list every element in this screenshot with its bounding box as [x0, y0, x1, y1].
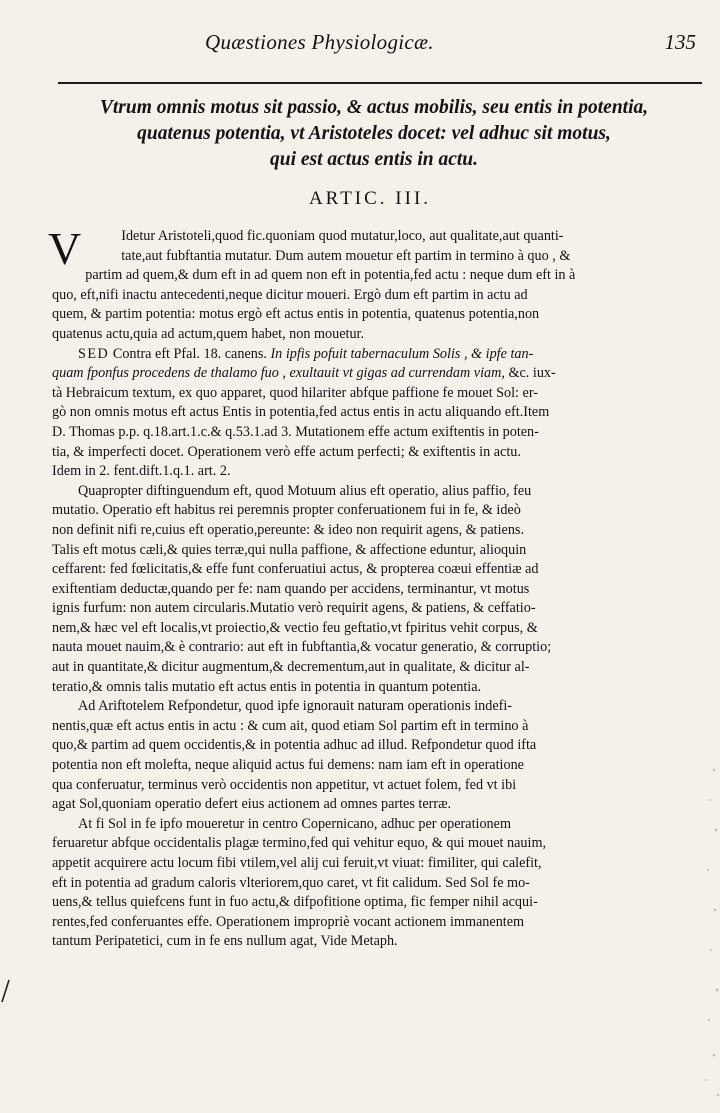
sed-word: SED — [78, 345, 110, 362]
text-line: non definit nifi re,cuius eft operatio,pereunte: & ideo non requirit agens, & patiens. — [52, 521, 524, 538]
text-segment: Contra eft Pfal. 18. canens. — [109, 345, 267, 362]
text-line: quatenus actu,quia ad actum,quem habet, non mouetur. — [52, 325, 365, 342]
text-line: uens,& tellus quiefcens funt in fuo actu,& difpofitione optima, fic femper nihil acqui- — [52, 894, 538, 911]
text-line: potentia non eft molefta, neque aliquid actus fui demens: nam iam eft in operatione — [52, 757, 524, 774]
text-line: Talis eft motus cæli,& quies terræ,qui nulla paffione, & affectione eduntur, alioquin — [52, 541, 527, 558]
paragraph-4 — [52, 697, 700, 815]
text-line: feruaretur abfque occidentalis plagæ termino,fed qui vehitur equo, & qui mouet nauim, — [52, 835, 547, 852]
text-line — [52, 364, 700, 384]
text-line: teratio,& omnis talis mutatio eft actus entis in potentia in quantum potentia. — [52, 678, 482, 695]
text-line: appetit acquirere actu locum fibi vtilem,vel alij cui feruit,vt viuat: fimiliter, qui calefit, — [52, 855, 542, 871]
title-line: qui est actus entis in actu. — [269, 149, 479, 170]
text-line: tate,aut fubftantia mutatur. Dum autem mouetur eft partim in termino à quo , & — [121, 247, 571, 264]
text-line: At fi Sol in fe ipfo moueretur in centro Copernicano, adhuc per operationem — [78, 815, 511, 832]
question-title — [44, 95, 704, 173]
text-line: exiftentiam deductæ,quando per fe: nam quando per accidens, terminantur, vt motus — [52, 580, 530, 597]
header-rule — [58, 82, 702, 84]
text-line: gò non omnis motus eft actus Entis in potentia,fed actus entis in actu aliquando eft.Item — [52, 404, 550, 421]
text-line: tà Hebraicum textum, ex quo apparet, quod hilariter abfque paffione fe mouet Sol: er- — [52, 384, 538, 401]
text-line: nentis,quæ eft actus entis in actu : & cum ait, quod etiam Sol partim eft in termino à — [52, 717, 529, 734]
text-line: Quapropter diftinguendum eft, quod Motuum alius eft operatio, alius paffio, feu — [78, 482, 532, 499]
paragraph-5 — [52, 815, 700, 952]
text-line: agat Sol,quoniam operatio defert eius actionem ad omnes partes terræ. — [52, 796, 452, 813]
margin-stroke-mark — [0, 978, 12, 1004]
text-line — [52, 345, 700, 365]
text-line: Idem in 2. fent.dift.1.q.1. art. 2. — [52, 463, 231, 480]
text-line: quo,& partim ad quem occidentis,& in potentia adhuc ad illud. Refpondetur quod ifta — [52, 737, 537, 754]
article-heading: ARTIC. III. — [308, 188, 432, 209]
text-line: aut in quantitate,& dicitur augmentum,& decrementum,aut in qualitate, & dicitur al- — [52, 659, 530, 676]
text-line: nauta mouet nauim,& è contrario: aut eft in fubftantia,& vocatur generatio, & corruptio; — [52, 639, 552, 656]
text-line: eft in potentia ad gradum caloris vlteriorem,quo caret, vt fit calidum. Sed Sol fe mo- — [52, 874, 530, 891]
text-line: rentes,fed conferuantes effe. Operationem impropriè vocant actionem immanentem — [52, 913, 525, 930]
page-edge-stain — [690, 760, 720, 1100]
text-line: Ad Ariftotelem Refpondetur, quod ipfe ignorauit naturam operationis indefi- — [78, 698, 513, 715]
paragraph-1 — [48, 223, 700, 345]
title-line: quatenus potentia, vt Aristoteles docet: vel adhuc sit motus, — [137, 123, 611, 144]
text-line: mutatio. Operatio eft habitus rei peremnis propter conferuationem fui in fe, & ideò — [52, 502, 521, 519]
psalm-quote: quam fponfus procedens de thalamo fuo , exultauit vt gigas ad currendam viam, — [52, 365, 505, 382]
text-line: tia, & imperfecti docet. Operationem verò effe actum perfecti; & exiftentis in actu. — [52, 443, 521, 460]
text-line: D. Thomas p.p. q.18.art.1.c.& q.53.1.ad 3. Mutationem effe actum exiftentis in poten- — [52, 423, 539, 440]
paragraph-3 — [52, 482, 700, 698]
paragraph-2 — [52, 345, 700, 482]
page-number: 135 — [664, 30, 696, 54]
text-line: tantum Peripatetici, cum in fe ens nullum agat, Vide Metaph. — [52, 933, 398, 950]
text-line: quo, eft,nifi inactu antecedenti,neque dicitur moueri. Ergò dum eft partim in actu ad — [52, 286, 528, 303]
running-head: Quæstiones Physiologicæ. — [205, 30, 434, 54]
text-line: qua conferuatur, terminus verò occidentis non appetitur, vt actuet folem, fed vt ibi — [52, 776, 517, 793]
psalm-quote: In ipfis pofuit tabernaculum Solis , & ipfe tan- — [266, 345, 534, 362]
text-line: ceffarent: fed fœlicitatis,& effe funt conferuatiui actus, & propterea coæui effentiæ ad — [52, 561, 539, 578]
text-line: partim ad quem,& dum eft in ad quem non eft in potentia,fed actu : neque dum eft in à — [85, 267, 576, 284]
text-line: Idetur Aristoteli,quod fic.quoniam quod mutatur,loco, aut qualitate,aut quanti- — [121, 228, 564, 244]
text-segment: &c. iux- — [504, 365, 556, 382]
text-line: ignis furfum: non autem circularis.Mutatio verò requirit agens, & patiens, & ceffatio- — [52, 600, 536, 617]
drop-cap: V — [48, 223, 82, 274]
text-line: nem,& hæc vel eft localis,vt proiectio,& vectio feu geftatio,vt fpiritus vehit corpus, & — [52, 619, 538, 636]
title-line: Vtrum omnis motus sit passio, & actus mobilis, seu entis in potentia, — [99, 97, 649, 118]
body-text — [48, 223, 700, 952]
text-line: quem, & partim potentia: motus ergò eft actus entis in potentia, quatenus potentia,non — [52, 306, 540, 323]
